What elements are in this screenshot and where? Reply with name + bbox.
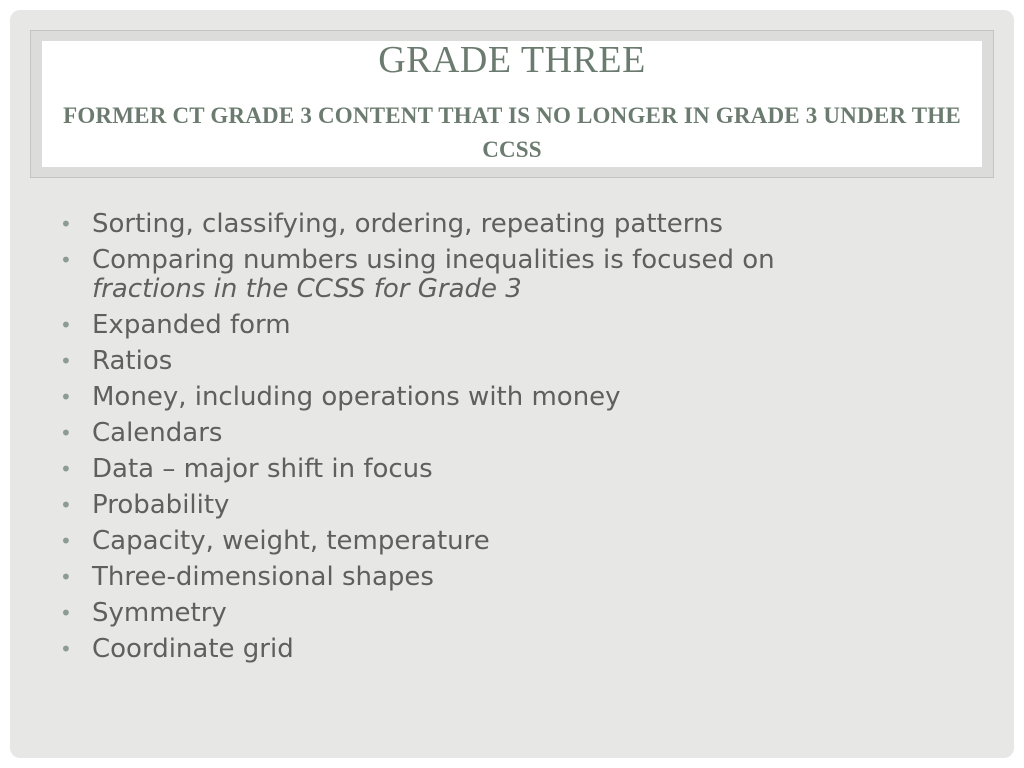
list-item: [60, 635, 960, 664]
bullet-icon: •: [60, 457, 72, 481]
bullet-icon: •: [60, 349, 72, 373]
list-item: [60, 527, 960, 556]
bullet-icon: •: [60, 212, 72, 236]
list-item-italic-continuation: fractions in the CCSS for Grade 3: [92, 274, 522, 304]
list-item-text: Money, including operations with money: [92, 382, 621, 412]
list-item-text: Three-dimensional shapes: [92, 562, 434, 592]
title-frame: [30, 30, 994, 178]
slide: [10, 10, 1014, 758]
list-item: [60, 455, 960, 484]
list-item-text: Expanded form: [92, 310, 291, 340]
bullet-icon: •: [60, 385, 72, 409]
list-item-text: Data – major shift in focus: [92, 454, 433, 484]
list-item: [60, 383, 960, 412]
bullet-icon: •: [60, 529, 72, 553]
bullet-icon: •: [60, 421, 72, 445]
list-item-text: Ratios: [92, 346, 173, 376]
list-item: [60, 246, 960, 304]
bullet-icon: •: [60, 493, 72, 517]
list-item: [60, 491, 960, 520]
bullet-icon: •: [60, 565, 72, 589]
slide-subtitle: FORMER CT GRADE 3 CONTENT THAT IS NO LONGER IN GRADE 3 UNDER THE CCSS: [63, 103, 961, 162]
list-item-text: Coordinate grid: [92, 634, 294, 664]
list-item-text: Symmetry: [92, 598, 227, 628]
list-item: [60, 347, 960, 376]
list-item-text: Sorting, classifying, ordering, repeating patterns: [92, 209, 723, 239]
list-item: [60, 599, 960, 628]
list-item-text: Comparing numbers using inequalities is focused on: [92, 245, 775, 275]
title-box: [42, 41, 982, 167]
list-item-text: Capacity, weight, temperature: [92, 526, 490, 556]
slide-title: GRADE THREE: [378, 39, 646, 81]
list-item: [60, 311, 960, 340]
list-item: [60, 210, 960, 239]
bullet-icon: •: [60, 313, 72, 337]
bullet-list: [60, 210, 960, 671]
bullet-icon: •: [60, 248, 72, 272]
list-item: [60, 563, 960, 592]
bullet-icon: •: [60, 601, 72, 625]
list-item-text: Probability: [92, 490, 230, 520]
bullet-icon: •: [60, 637, 72, 661]
list-item: [60, 419, 960, 448]
list-item-text: Calendars: [92, 418, 223, 448]
